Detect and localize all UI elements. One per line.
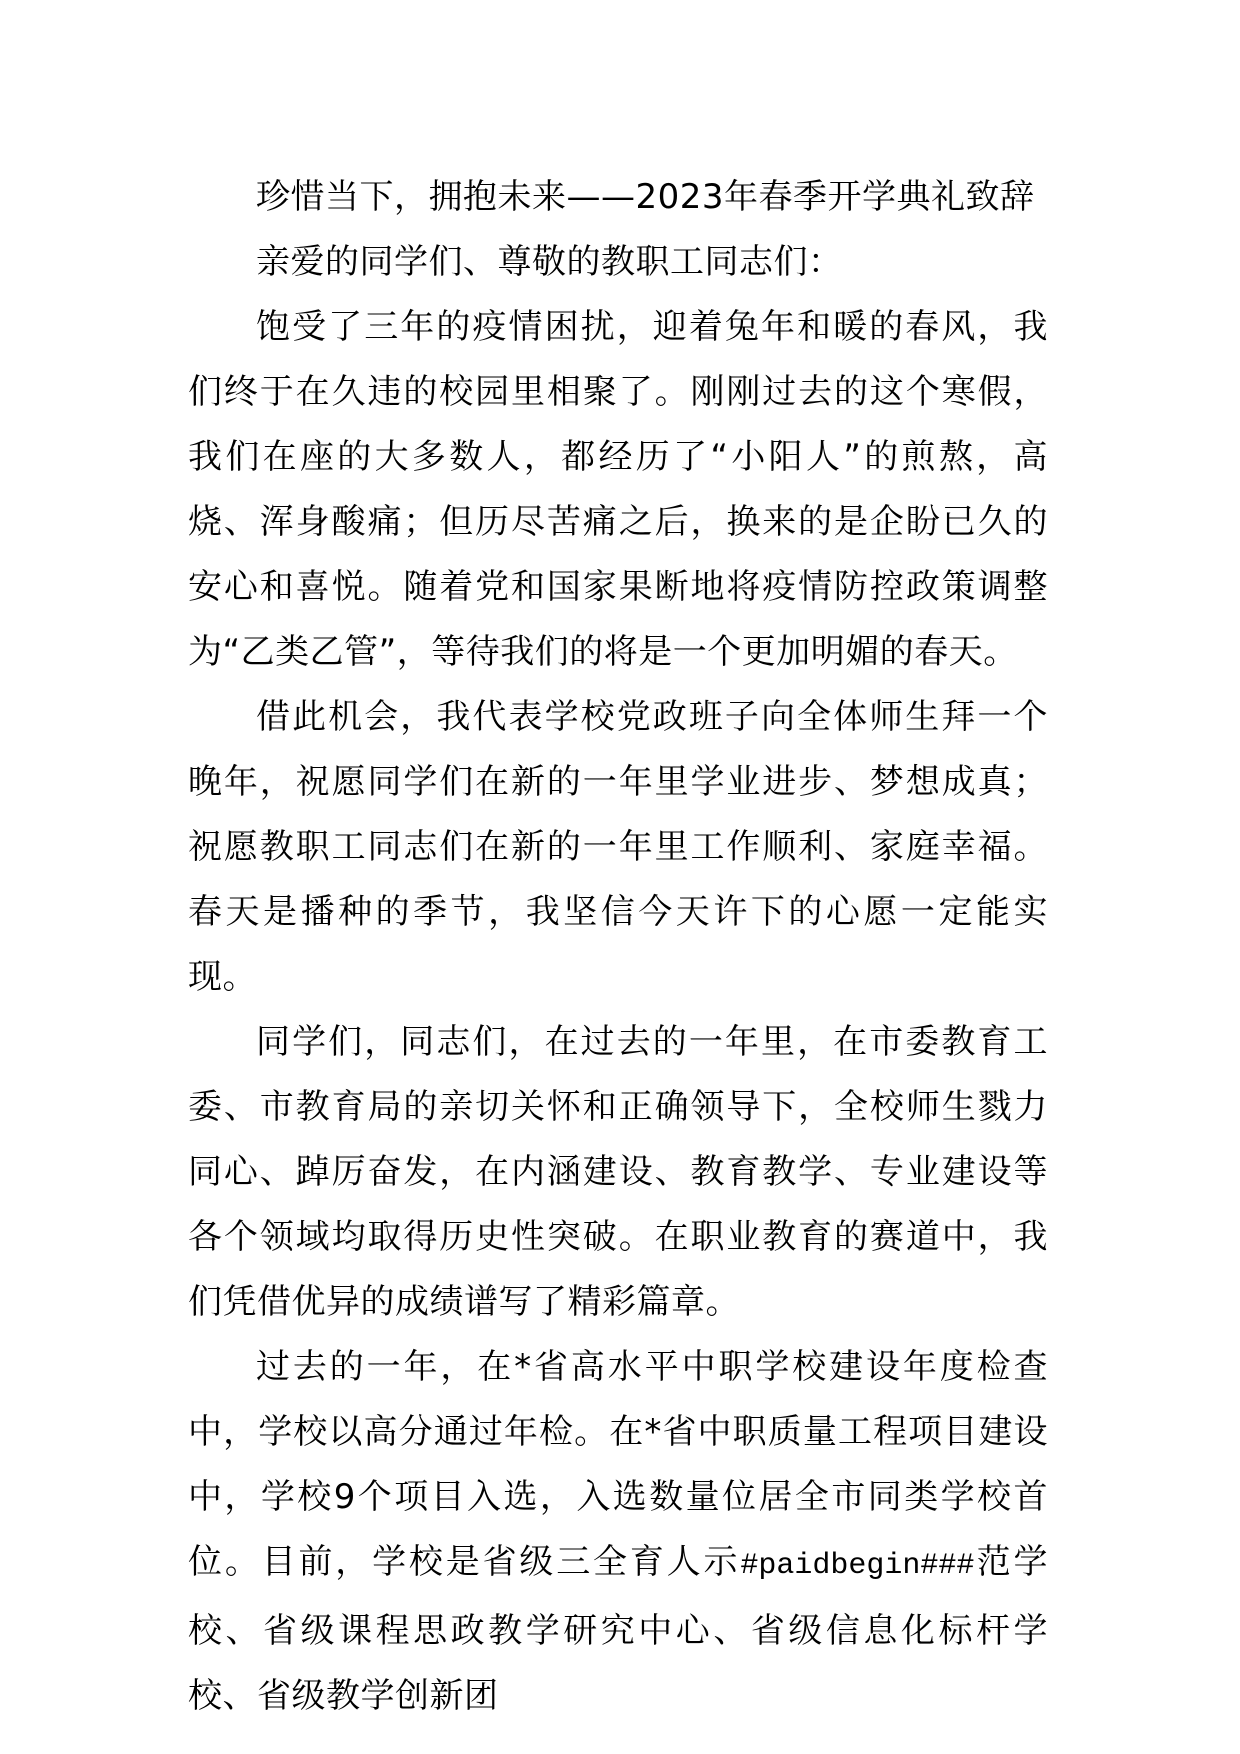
paid-begin-marker: #paidbegin###: [740, 1549, 975, 1583]
paragraph-2: 借此机会，我代表学校党政班子向全体师生拜一个晚年，祝愿同学们在新的一年里学业进步、梦想成真；祝愿教职工同志们在新的一年里工作顺利、家庭幸福。春天是播种的季节，我坚信今天许下的心愿一定能实现。: [188, 697, 1048, 997]
document-title: 珍惜当下，拥抱未来——2023年春季开学典礼致辞: [256, 177, 1035, 217]
paragraph-4: [188, 1335, 1048, 1729]
salutation: 亲爱的同学们、尊敬的教职工同志们：: [256, 242, 843, 282]
document-body: [188, 165, 1048, 1729]
paragraph-4-end: 范学校、省级课程思政教学研究中心、省级信息化标杆学校、省级教学创新团: [188, 1542, 1049, 1716]
paragraph-4-start: 过去的一年，在*省高水平中职学校建设年度检查中，学校以高分通过年检。在*省中职质量工程项目建设中，学校9个项目入选，入选数量位居全市同类学校首位。目前，学校是省级三全育人示: [188, 1347, 1048, 1582]
paragraph-1: 饱受了三年的疫情困扰，迎着兔年和暖的春风，我们终于在久违的校园里相聚了。刚刚过去的这个寒假，我们在座的大多数人，都经历了“小阳人”的煎熬，高烧、浑身酸痛；但历尽苦痛之后，换来的是企盼已久的安心和喜悦。随着党和国家果断地将疫情防控政策调整为“乙类乙管”，等待我们的将是一个更加明媚的春天。: [188, 307, 1048, 672]
paragraph-3: 同学们，同志们，在过去的一年里，在市委教育工委、市教育局的亲切关怀和正确领导下，全校师生戮力同心、踔厉奋发，在内涵建设、教育教学、专业建设等各个领域均取得历史性突破。在职业教育的赛道中，我们凭借优异的成绩谱写了精彩篇章。: [188, 1022, 1048, 1322]
